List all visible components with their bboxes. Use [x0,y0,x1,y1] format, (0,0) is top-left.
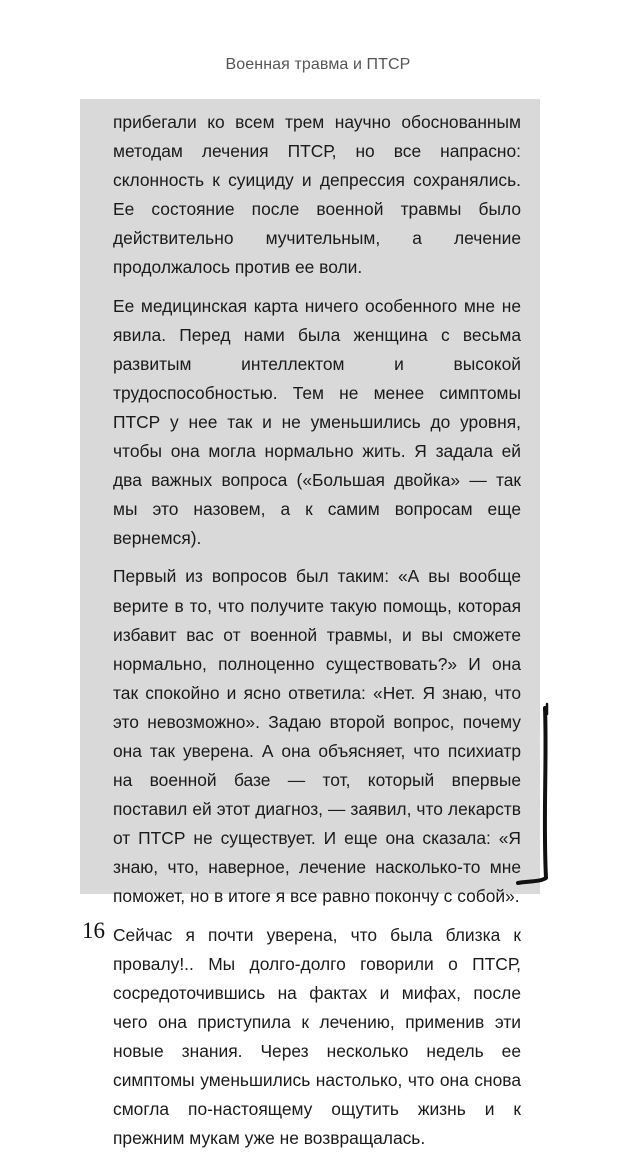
paragraph: Ее медицинская карта ничего особенного мне не явила. Перед нами была женщина с весьма развитым интеллектом и высокой трудоспособностью. Тем не менее симптомы ПТСР у нее так и не уменьшились до уровня, чтобы она могла нормально жить. Я задала ей два важных вопроса («Большая двойка» — так мы это назовем, а к самим вопросам еще вернемся). [113,295,521,549]
paragraph: Сейчас я почти уверена, что была близка к провалу!.. Мы долго-долго говорили о ПТСР, сосредоточившись на фактах и мифах, после чего она приступила к лечению, применив эти новые знания. Через несколько недель ее симптомы уменьшились настолько, что она снова смогла по-настоящему ощутить жизнь и к прежним мукам уже не возвращалась. [113,924,521,1149]
page-number: 16 [82,918,105,943]
paragraph: прибегали ко всем трем научно обоснованным методам лечения ПТСР, но все напрасно: склонность к суициду и депрессия сохранялись. Ее состояние после военной травмы было действительно мучительным, а лечение продолжалось против ее воли. [113,112,521,278]
paragraph: Первый из вопросов был таким: «А вы вообще верите в то, что получите такую помощь, которая избавит вас от военной травмы, и вы сможете нормально, полноценно существовать?» И она так спокойно и ясно ответила: «Нет. Я знаю, что это невозможно». Задаю второй вопрос, почему она так уверена. А она объясняет, что психиатр на военной базе — тот, который впервые поставил ей этот диагноз, — заявил, что лекарств от ПТСР не существует. И еще она сказала: «Я знаю, что, наверное, лечение насколько-то мне поможет, но в итоге я все равно покончу с собой». [113,566,521,907]
closing-bracket-icon [510,700,560,890]
body-text [113,108,521,1162]
running-head: Военная травма и ПТСР [225,56,411,73]
